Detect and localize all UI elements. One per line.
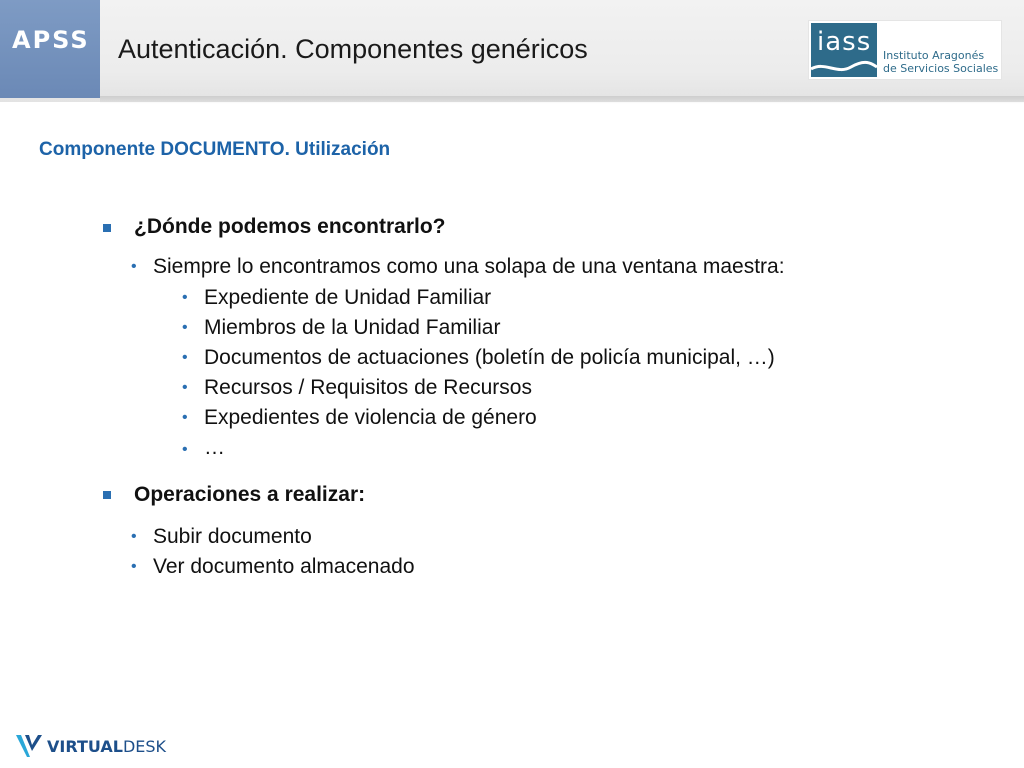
section-heading: ¿Dónde podemos encontrarlo? <box>134 215 446 238</box>
sub-list-item: Expedientes de violencia de género <box>204 406 537 429</box>
bullet-icon: • <box>182 379 188 396</box>
virtualdesk-logo <box>14 731 184 761</box>
iass-logo-mark <box>811 23 877 77</box>
bullet-icon: • <box>131 558 137 575</box>
section-heading: Operaciones a realizar: <box>134 483 366 506</box>
list-item: Ver documento almacenado <box>153 555 415 578</box>
list-item: Siempre lo encontramos como una solapa de una ventana maestra: <box>153 255 785 278</box>
iass-logo-mark-text: iass <box>817 27 872 57</box>
sub-list-item: Recursos / Requisitos de Recursos <box>204 376 532 399</box>
wave-icon <box>811 59 877 77</box>
square-bullet-icon <box>103 491 111 499</box>
bullet-icon: • <box>182 319 188 336</box>
virtualdesk-wordmark <box>47 737 166 756</box>
apss-tab <box>0 0 100 98</box>
section-subtitle: Componente DOCUMENTO. Utilización <box>39 139 391 160</box>
iass-logo-name-line2: de Servicios Sociales <box>883 62 999 75</box>
sub-list-item: Miembros de la Unidad Familiar <box>204 316 501 339</box>
iass-logo <box>808 20 1002 80</box>
bullet-icon: • <box>131 528 137 545</box>
sub-list-item: Documentos de actuaciones (boletín de policía municipal, …) <box>204 346 775 369</box>
list-item: Subir documento <box>153 525 312 548</box>
square-bullet-icon <box>103 224 111 232</box>
virtualdesk-bold: VIRTUAL <box>47 737 123 756</box>
iass-logo-name-line1: Instituto Aragonés <box>883 49 985 62</box>
apss-label: APSS <box>12 26 90 54</box>
virtualdesk-light: DESK <box>122 737 167 756</box>
header-shadow <box>100 96 1024 104</box>
bullet-icon: • <box>182 409 188 426</box>
sub-list-item: Expediente de Unidad Familiar <box>204 286 492 309</box>
virtualdesk-v-icon <box>14 731 44 761</box>
bullet-icon: • <box>182 349 188 366</box>
bullet-icon: • <box>182 441 188 458</box>
slide-title: Autenticación. Componentes genéricos <box>118 34 588 64</box>
sub-list-item: … <box>204 436 225 459</box>
bullet-icon: • <box>182 289 188 306</box>
bullet-icon: • <box>131 258 137 275</box>
iass-logo-name <box>883 49 1001 75</box>
